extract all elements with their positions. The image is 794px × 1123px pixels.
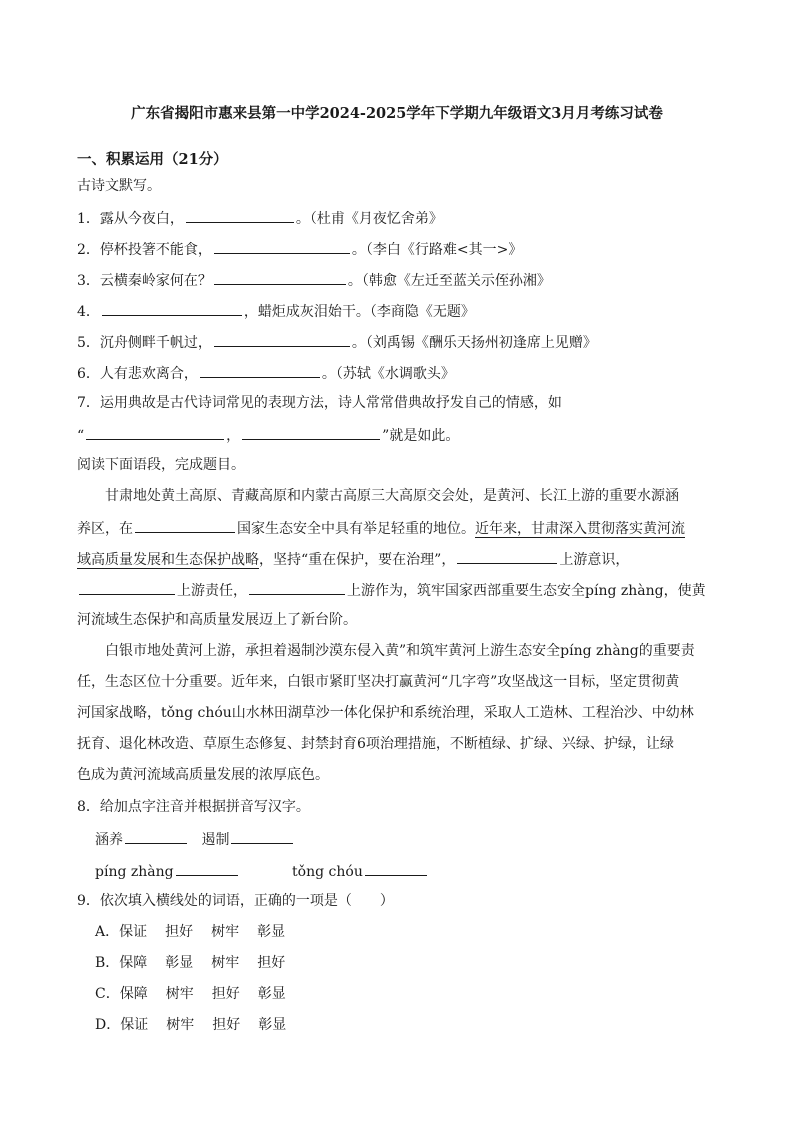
p1-blank-2[interactable] — [457, 548, 557, 564]
q8-blank-d[interactable] — [365, 860, 427, 876]
option-text: 担好 — [212, 1017, 241, 1033]
q1-prompt: 1．露从今夜白， — [77, 211, 184, 227]
p1-l2-text-b: 国家生态安全中具有举足轻重的地位。 — [237, 521, 475, 537]
open-quote: “ — [77, 428, 85, 444]
q3-source: 。（韩愈《左迁至蓝关示侄孙湘》 — [347, 273, 551, 289]
passage2-line3: 河国家战略，tǒng chóu山水林田湖草沙一体化保护和系统治理，采取人工造林、工程治沙、中幼林 — [77, 705, 694, 721]
exam-title: 广东省揭阳市惠来县第一中学2024-2025学年下学期九年级语文3月月考练习试卷 — [131, 105, 663, 122]
p1-blank-1[interactable] — [135, 517, 235, 533]
q2-prompt: 2．停杯投箸不能食， — [77, 242, 212, 258]
word-ezhi: 遏制 — [201, 832, 230, 848]
q3-prompt: 3．云横秦岭家何在？ — [77, 273, 212, 289]
p1-l4-text-b: 上游作为，筑牢国家西部重要生态安全píng zhàng，使黄 — [347, 583, 706, 599]
p1-l3-text: ，坚持“重在保护，要在治理”， — [259, 552, 456, 568]
q4-prompt: 4． — [77, 304, 100, 320]
q6-prompt: 6．人有悲欢离合， — [77, 366, 198, 382]
underlined-sentence-part2: 域高质量发展和生态保护战略 — [77, 552, 259, 568]
q2-blank[interactable] — [214, 238, 350, 254]
passage1-line3 — [77, 548, 629, 570]
q5-source: 。（刘禹锡《酬乐天扬州初逢席上见赠》 — [351, 335, 597, 351]
q5-blank[interactable] — [214, 331, 350, 347]
option-text: A．保证 — [95, 924, 148, 940]
passage1-line5: 河流域生态保护和高质量发展迈上了新台阶。 — [77, 612, 357, 628]
option-text: 担好 — [211, 986, 240, 1002]
option-text: B．保障 — [95, 955, 148, 971]
q2-source: 。（李白《行路难<其一>》 — [351, 242, 523, 258]
option-text: C．保障 — [95, 986, 148, 1002]
q1-blank[interactable] — [186, 207, 294, 223]
option-text: 彰显 — [257, 924, 286, 940]
question-7-answer — [77, 424, 459, 446]
q7-blank-2[interactable] — [242, 424, 380, 440]
question-6 — [77, 362, 455, 384]
question-1 — [77, 207, 443, 229]
p1-blank-4[interactable] — [249, 579, 345, 595]
question-5 — [77, 331, 597, 353]
option-text: 担好 — [165, 924, 194, 940]
q8-blank-c[interactable] — [176, 860, 238, 876]
question-9-stem: 9．依次填入横线处的词语，正确的一项是（ ） — [77, 893, 394, 909]
close-quote: ”就是如此。 — [382, 428, 460, 444]
instruction: 古诗文默写。 — [77, 178, 161, 194]
reading-instruction: 阅读下面语段，完成题目。 — [77, 457, 245, 473]
underlined-sentence-part1: 近年来，甘肃深入贯彻落实黄河流 — [475, 521, 685, 537]
option-text: 彰显 — [258, 1017, 287, 1033]
question-3 — [77, 269, 551, 291]
q8-blank-b[interactable] — [231, 828, 293, 844]
q4-blank[interactable] — [102, 300, 242, 316]
option-text: 树牢 — [211, 924, 240, 940]
section-heading: 一、积累运用（21分） — [77, 151, 228, 168]
option-text: 树牢 — [211, 955, 240, 971]
option-b[interactable] — [95, 953, 303, 973]
option-c[interactable] — [95, 984, 304, 1004]
option-text: D．保证 — [95, 1017, 149, 1033]
p1-l2-text-a: 养区，在 — [77, 521, 133, 537]
passage1-line4 — [77, 579, 706, 601]
option-d[interactable] — [95, 1015, 304, 1035]
p1-blank-3[interactable] — [79, 579, 175, 595]
p1-l3-tail: 上游意识， — [559, 552, 630, 568]
question-8-row2 — [95, 860, 429, 882]
option-text: 树牢 — [165, 986, 194, 1002]
passage2-line4: 抚育、退化林改造、草原生态修复、封禁封育6项治理措施，不断植绿、扩绿、兴绿、护绿，让绿 — [77, 736, 674, 752]
passage2-line5: 色成为黄河流域高质量发展的浓厚底色。 — [77, 767, 329, 783]
q5-prompt: 5．沉舟侧畔千帆过， — [77, 335, 212, 351]
p1-l4-text-a: 上游责任， — [177, 583, 247, 599]
question-2 — [77, 238, 522, 260]
comma: ， — [226, 428, 241, 444]
passage2-line1: 白银市地处黄河上游，承担着遏制沙漠东侵入黄”和筑牢黄河上游生态安全píng zhàng的重要责 — [105, 643, 695, 659]
q3-blank[interactable] — [214, 269, 346, 285]
question-7-stem: 7．运用典故是古代诗词常见的表现方法，诗人常常借典故抒发自己的情感，如 — [77, 395, 562, 411]
option-text: 树牢 — [166, 1017, 195, 1033]
pinyin-pingzhang: píng zhàng — [95, 864, 174, 880]
q1-source: 。（杜甫《月夜忆舍弟》 — [295, 211, 443, 227]
passage1-line1: 甘肃地处黄土高原、青藏高原和内蒙古高原三大高原交会处，是黄河、长江上游的重要水源涵 — [105, 488, 679, 504]
question-8-stem: 8．给加点字注音并根据拼音写汉字。 — [77, 799, 310, 815]
q8-blank-a[interactable] — [125, 828, 187, 844]
pinyin-tongchou: tǒng chóu — [292, 864, 363, 880]
option-text: 彰显 — [165, 955, 194, 971]
passage2-line2: 任，生态区位十分重要。近年来，白银市紧盯坚决打赢黄河“几字弯”攻坚战这一目标，坚定贯彻黄 — [77, 674, 680, 690]
option-text: 彰显 — [257, 986, 286, 1002]
question-8-row1 — [95, 828, 295, 850]
q7-blank-1[interactable] — [86, 424, 224, 440]
q6-blank[interactable] — [200, 362, 320, 378]
word-hanyang: 涵养 — [95, 832, 123, 848]
q4-source: ，蜡炬成灰泪始干。（李商隐《无题》 — [243, 304, 475, 320]
option-text: 担好 — [257, 955, 286, 971]
q6-source: 。（苏轼《水调歌头》 — [321, 366, 455, 382]
option-a[interactable] — [95, 922, 303, 942]
question-4 — [77, 300, 475, 322]
passage1-line2 — [77, 517, 685, 539]
